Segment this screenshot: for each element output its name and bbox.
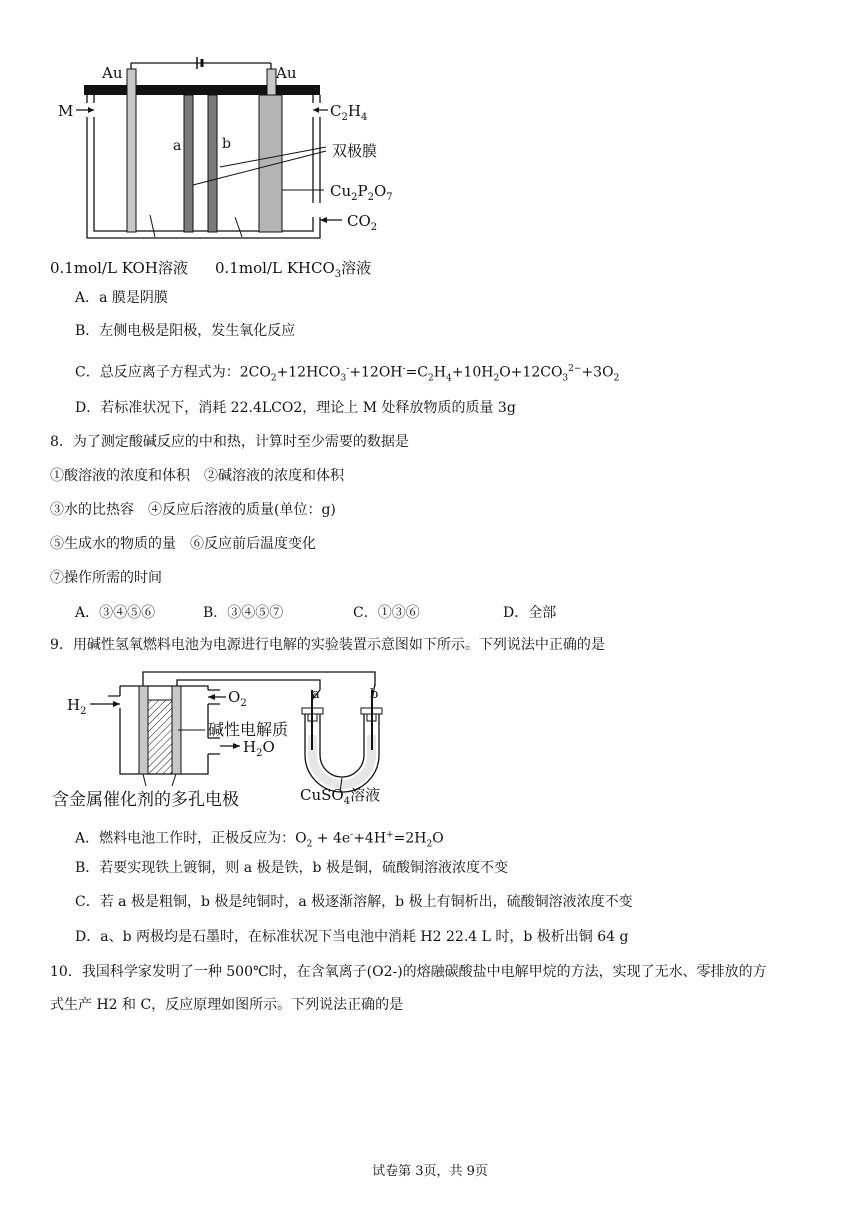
q8-option-d: D．全部 (503, 605, 557, 621)
label-h2: $H_2$ (67, 696, 87, 717)
label-au-left: Au (102, 64, 123, 82)
label-cuso4-solution: CuSO$_4$溶液 (300, 786, 381, 807)
label-bipolar-membrane: 双极膜 (332, 142, 378, 160)
q10-stem-line-2: 式生产 H2 和 C，反应原理如图所示。下列说法正确的是 (50, 997, 404, 1013)
q9-option-b: B．若要实现铁上镀铜，则 a 极是铁，b 极是铜，硫酸铜溶液浓度不变 (75, 860, 508, 876)
q7-option-b: B．左侧电极是阳极，发生氧化反应 (75, 323, 296, 339)
q9-option-a: A．燃料电池工作时，正极反应为：$O_2 + 4e^-+4H^+=2H_2O$ (75, 830, 444, 850)
q8-option-a: A．③④⑤⑥ (75, 605, 156, 621)
label-co2: $CO_2$ (347, 212, 378, 233)
q8-item-line-4: ⑦操作所需的时间 (50, 570, 162, 586)
q10-stem-line-1: 10．我国科学家发明了一种 500℃时，在含氧离子(O2-)的熔融碳酸盐中电解甲烷的方法，实现了无水、零排放的方 (50, 964, 767, 980)
label-electrode-b: b (370, 687, 379, 702)
label-h2o: $H_2O$ (243, 738, 275, 759)
label-c2h4: $C_2H_4$ (330, 102, 368, 123)
label-alkaline-electrolyte: 碱性电解质 (208, 720, 289, 739)
fuel-cell-electrolysis-diagram (50, 660, 410, 812)
q8-item-line-2: ③水的比热容 ④反应后溶液的质量(单位：g) (50, 502, 336, 518)
label-au-right: Au (276, 64, 297, 82)
q7-option-a: A．a 膜是阴膜 (75, 290, 168, 306)
label-electrode-a: a (312, 687, 320, 702)
label-koh-solution: 0.1mol/L KOH溶液 (50, 259, 188, 277)
label-porous-electrode: 含金属催化剂的多孔电极 (52, 790, 239, 810)
label-a: a (173, 138, 182, 154)
page-footer: 试卷第 3页，共 9页 (372, 1164, 488, 1179)
q8-option-b: B．③④⑤⑦ (203, 605, 284, 621)
label-khco3-solution: 0.1mol/L $KHCO_3$溶液 (215, 259, 372, 280)
label-b: b (222, 136, 231, 152)
q9-option-d: D．a、b 两极均是石墨时，在标准状况下当电池中消耗 H2 22.4 L 时，b 极析出铜 64 g (75, 929, 629, 945)
label-m: M (58, 102, 74, 120)
q7-option-d: D．若标准状况下，消耗 22.4LCO2，理论上 M 处释放物质的质量 3g (75, 400, 516, 416)
label-o2: $O_2$ (228, 688, 247, 709)
q8-option-c: C．①③⑥ (353, 605, 420, 621)
q8-item-line-1: ①酸溶液的浓度和体积 ②碱溶液的浓度和体积 (50, 468, 344, 484)
label-cu2p2o7: $Cu_2P_2O_7$ (330, 182, 393, 203)
q9-option-c: C．若 a 极是粗铜，b 极是纯铜时，a 极逐渐溶解，b 极上有铜析出，硫酸铜溶液浓度不变 (75, 894, 633, 910)
q8-item-line-3: ⑤生成水的物质的量 ⑥反应前后温度变化 (50, 536, 316, 552)
bipolar-membrane-cell-diagram (50, 55, 410, 280)
q8-stem: 8．为了测定酸碱反应的中和热，计算时至少需要的数据是 (50, 434, 409, 450)
q9-stem: 9．用碱性氢氧燃料电池为电源进行电解的实验装置示意图如下所示。下列说法中正确的是 (50, 637, 605, 653)
q7-option-c: C．总反应离子方程式为：$2CO_2+12HCO_3^-+12OH^-=C_2H_4+10H_2O+12CO_3^{2-}+3O_2$ (75, 364, 620, 384)
